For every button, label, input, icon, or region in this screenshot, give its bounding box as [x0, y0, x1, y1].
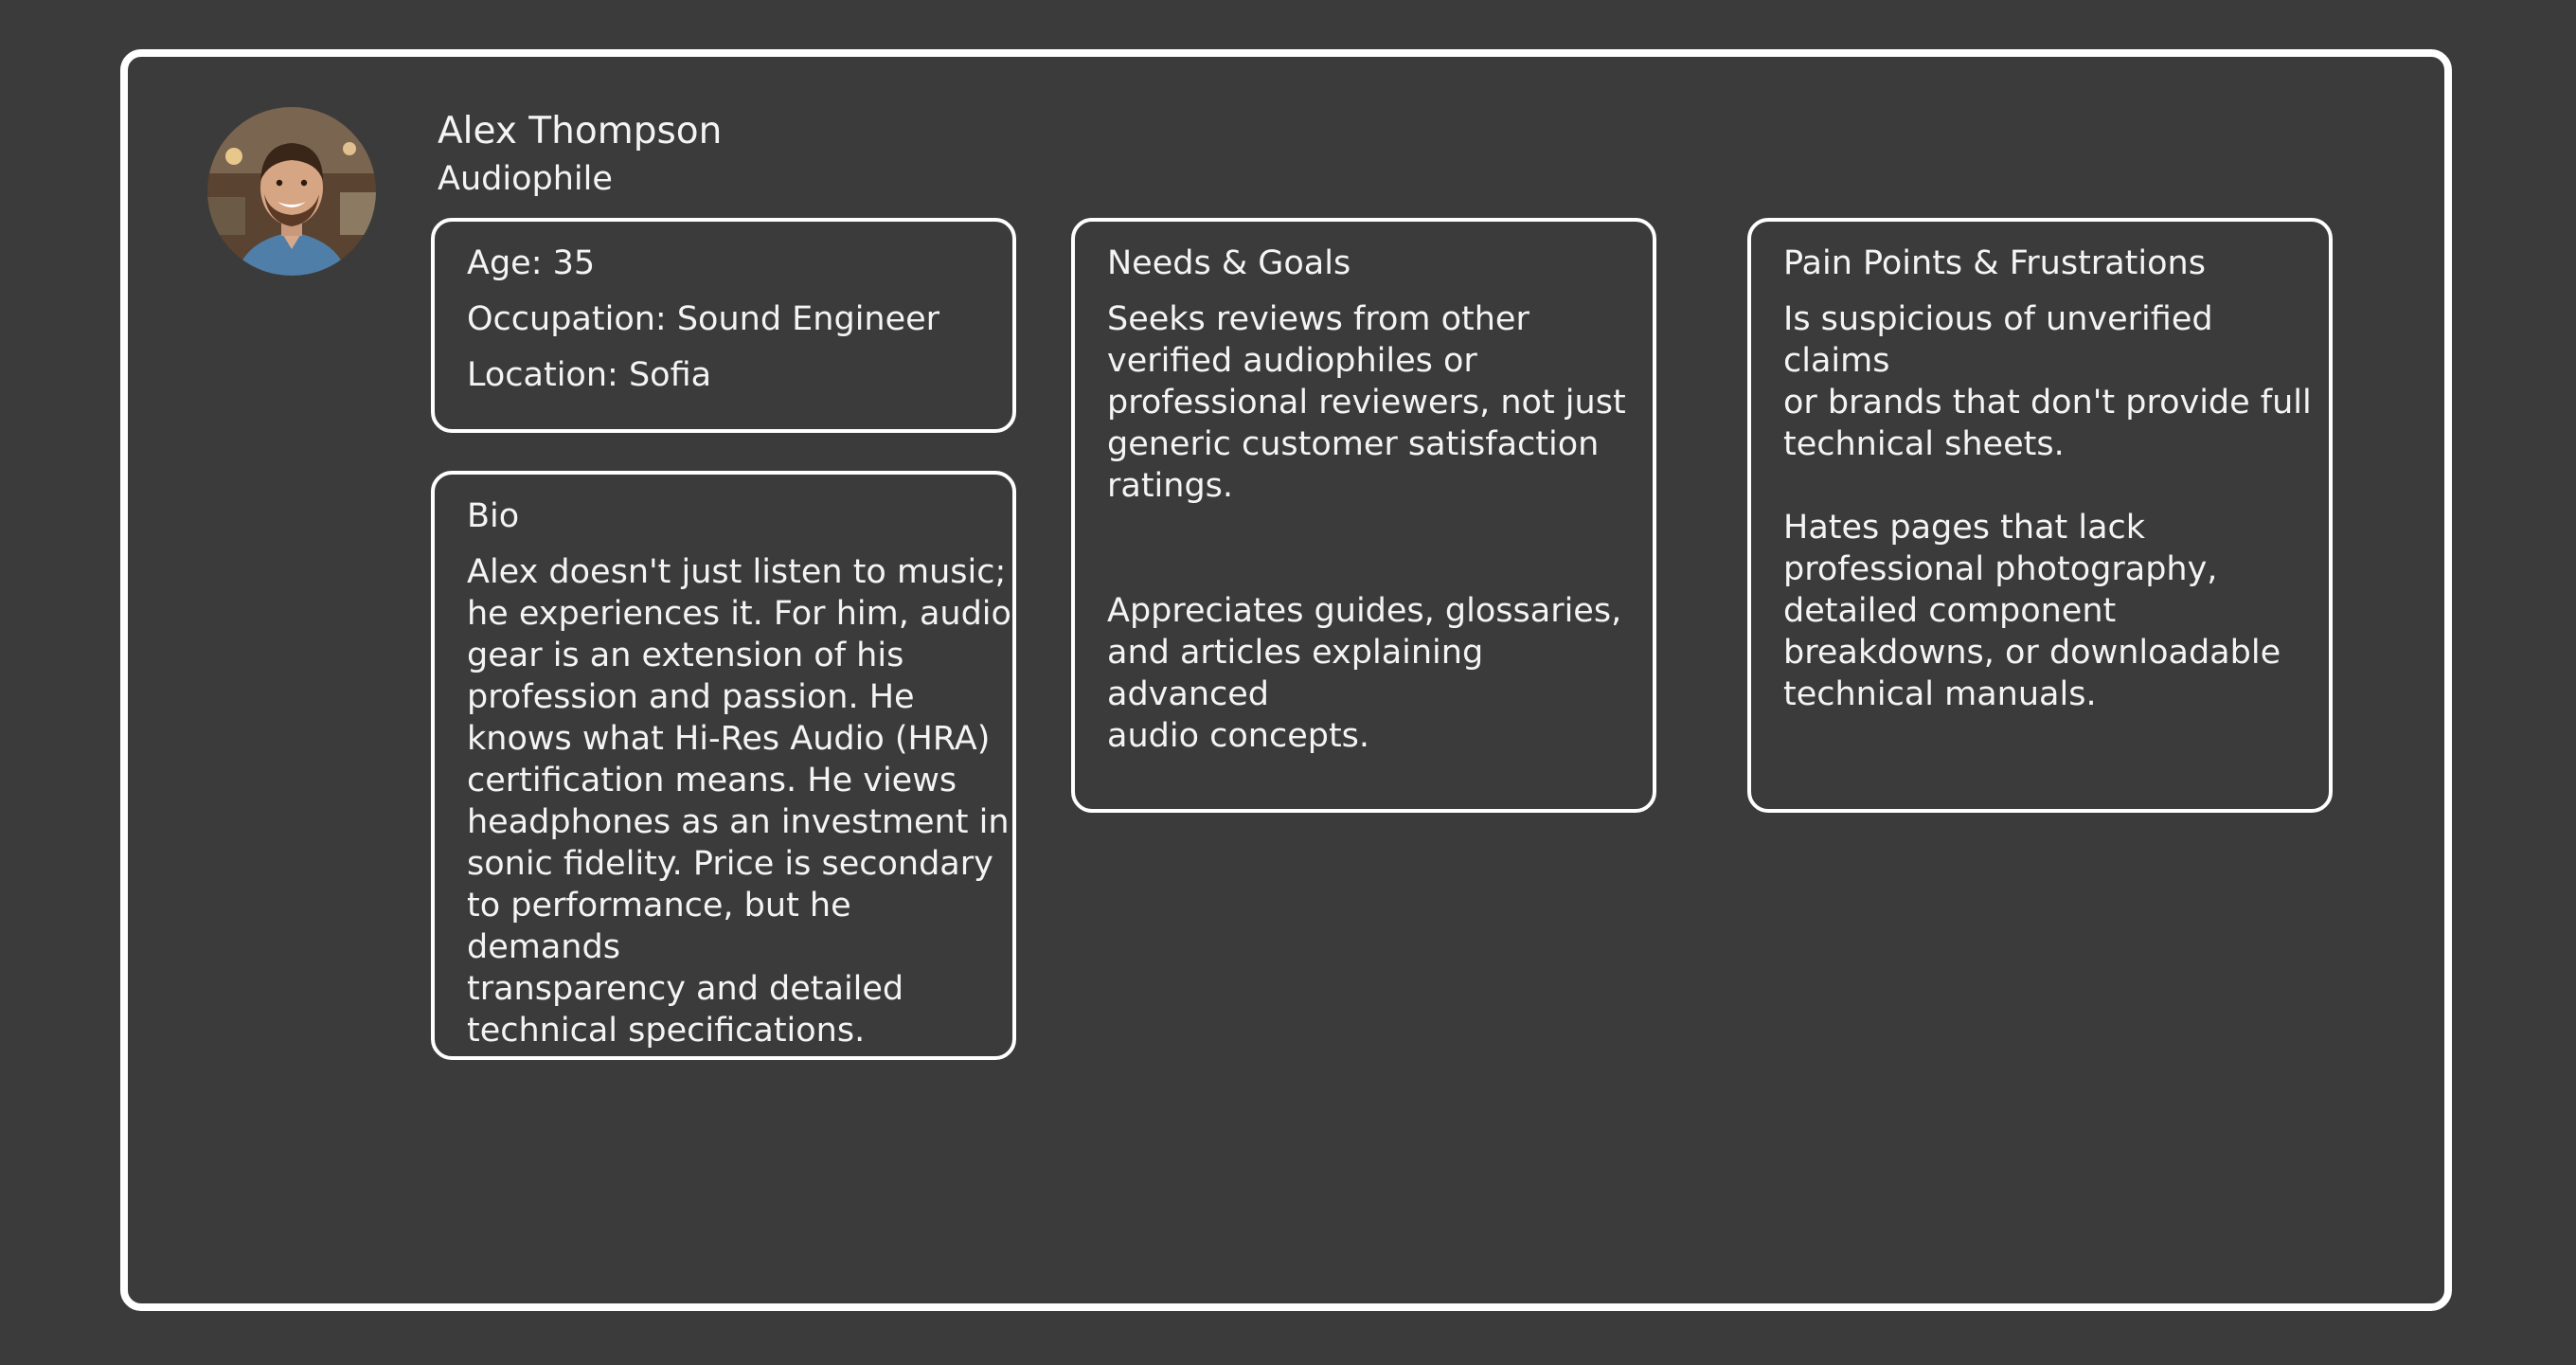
bio-card	[431, 471, 1016, 1060]
occupation-value: Occupation: Sound Engineer	[467, 300, 940, 338]
pain-points-card	[1747, 218, 2333, 813]
person-photo-icon	[207, 107, 376, 276]
persona-role: Audiophile	[438, 160, 613, 198]
bio-title: Bio	[467, 497, 520, 535]
age-value: Age: 35	[467, 244, 596, 282]
location-value: Location: Sofia	[467, 356, 712, 394]
persona-name: Alex Thompson	[438, 110, 723, 153]
needs-goals-title: Needs & Goals	[1107, 244, 1351, 282]
pain-point-item: Hates pages that lack professional photography, detailed component breakdowns, or downloadable technical manuals.	[1783, 509, 2281, 713]
bio-text: Alex doesn't just listen to music; he experiences it. For him, audio gear is an extension of his profession and passion. He knows what Hi-Res Audio (HRA) certification means. He views headphones as an investment in sonic fidelity. Price is secondary to performance, but he demands transparency and detailed technical specifications.	[467, 553, 1011, 1050]
pain-point-item: Is suspicious of unverified claims or brands that don't provide full technical sheets.	[1783, 300, 2312, 463]
needs-goal-item: Appreciates guides, glossaries, and articles explaining advanced audio concepts.	[1107, 592, 1622, 755]
needs-goal-item: Seeks reviews from other verified audiophiles or professional reviewers, not just generic customer satisfaction ratings.	[1107, 300, 1626, 505]
pain-points-title: Pain Points & Frustrations	[1783, 244, 2206, 282]
avatar	[207, 107, 376, 276]
info-card	[431, 218, 1016, 433]
needs-goals-card	[1071, 218, 1656, 813]
